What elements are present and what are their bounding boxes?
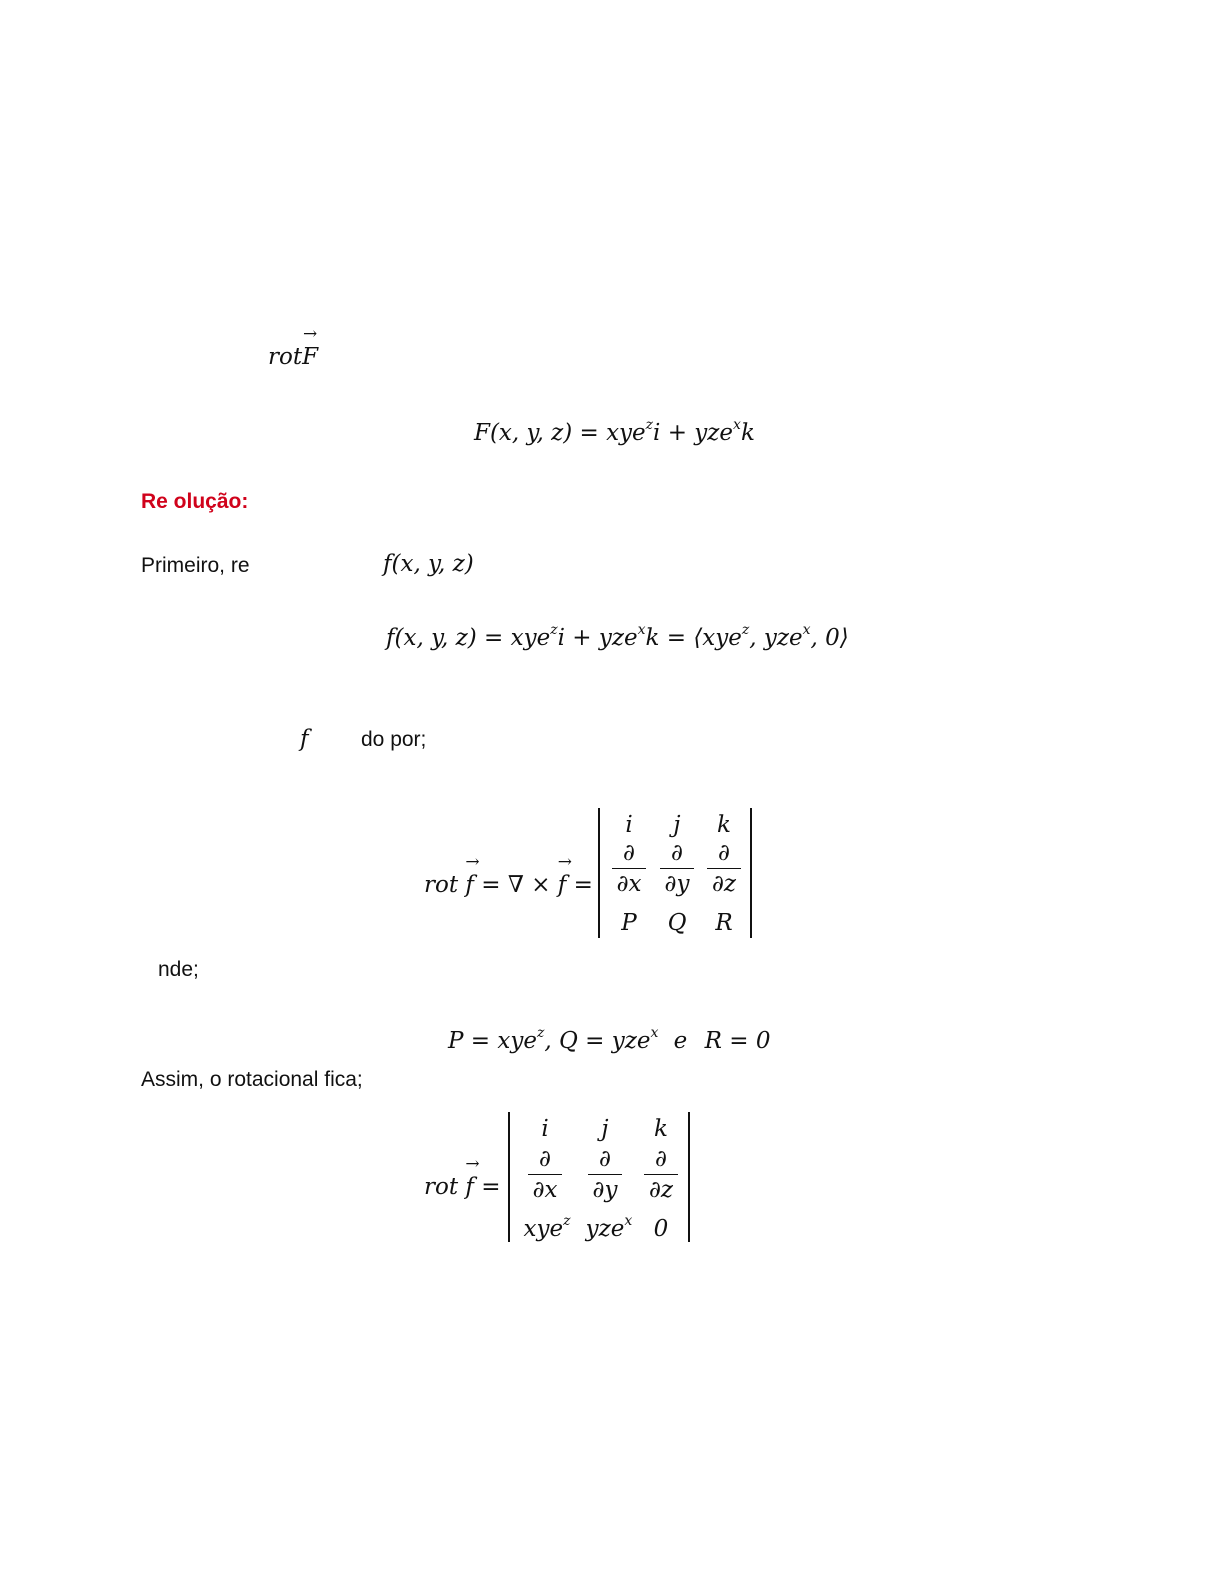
cell-k: k bbox=[654, 1116, 668, 1142]
cell-i: i bbox=[625, 812, 633, 838]
function-expression: f(x, y, z) bbox=[383, 551, 474, 577]
nabla-cross: ∇ × bbox=[507, 872, 551, 898]
cell-Q-value: yze$^x$ bbox=[585, 1213, 633, 1242]
cell-k: k bbox=[717, 812, 731, 838]
rot-lhs-2: rot → f = bbox=[424, 1154, 501, 1200]
cell-R: R bbox=[715, 910, 733, 936]
vector-arrow-icon: → bbox=[465, 1154, 480, 1174]
field-definition-equation: F(x, y, z) = xye$^z$i + yze$^x$k bbox=[474, 417, 755, 446]
rot-lhs-1: rot → f = ∇ × → f = bbox=[424, 852, 593, 898]
determinant-2 bbox=[508, 1112, 690, 1242]
cell-R-value: 0 bbox=[653, 1216, 669, 1242]
cell-Q: Q bbox=[667, 910, 687, 936]
third-paragraph: nde; bbox=[158, 958, 199, 981]
second-paragraph: do por; bbox=[361, 728, 427, 751]
partial-y: ∂ ∂y bbox=[660, 840, 694, 897]
vector-f: → f bbox=[465, 1154, 480, 1200]
cell-j: j bbox=[673, 812, 681, 838]
field-components-equation: f(x, y, z) = xye$^z$i + yze$^x$k = ⟨xye$^z$, yze$^x$, 0⟩ bbox=[386, 622, 849, 651]
fourth-paragraph: Assim, o rotacional fica; bbox=[141, 1068, 363, 1091]
partial-x: ∂ ∂x bbox=[612, 840, 646, 897]
partial-z: ∂ ∂z bbox=[644, 1146, 678, 1203]
vector-arrow-icon: → bbox=[557, 852, 573, 872]
determinant-1 bbox=[598, 808, 752, 938]
partial-y: ∂ ∂y bbox=[588, 1146, 622, 1203]
vector-arrow-icon: → bbox=[302, 324, 318, 344]
cell-i: i bbox=[541, 1116, 549, 1142]
partial-z: ∂ ∂z bbox=[707, 840, 741, 897]
rotF-expression bbox=[268, 324, 319, 370]
cell-j: j bbox=[601, 1116, 609, 1142]
vector-f: → f bbox=[465, 852, 480, 898]
cell-P-value: xye$^z$ bbox=[523, 1213, 571, 1242]
cell-P: P bbox=[621, 910, 637, 936]
vector-F: → F bbox=[302, 324, 319, 370]
first-paragraph: Primeiro, re bbox=[141, 554, 250, 577]
vector-f: → f bbox=[557, 852, 573, 898]
f-symbol: f bbox=[300, 726, 309, 752]
rot-label: rot bbox=[268, 344, 303, 370]
partial-x: ∂ ∂x bbox=[528, 1146, 562, 1203]
components-equation: P = xye$^z$, Q = yze$^x$ e R = 0 bbox=[448, 1025, 771, 1054]
resolution-heading: Re olução: bbox=[141, 490, 249, 513]
vector-arrow-icon: → bbox=[465, 852, 480, 872]
